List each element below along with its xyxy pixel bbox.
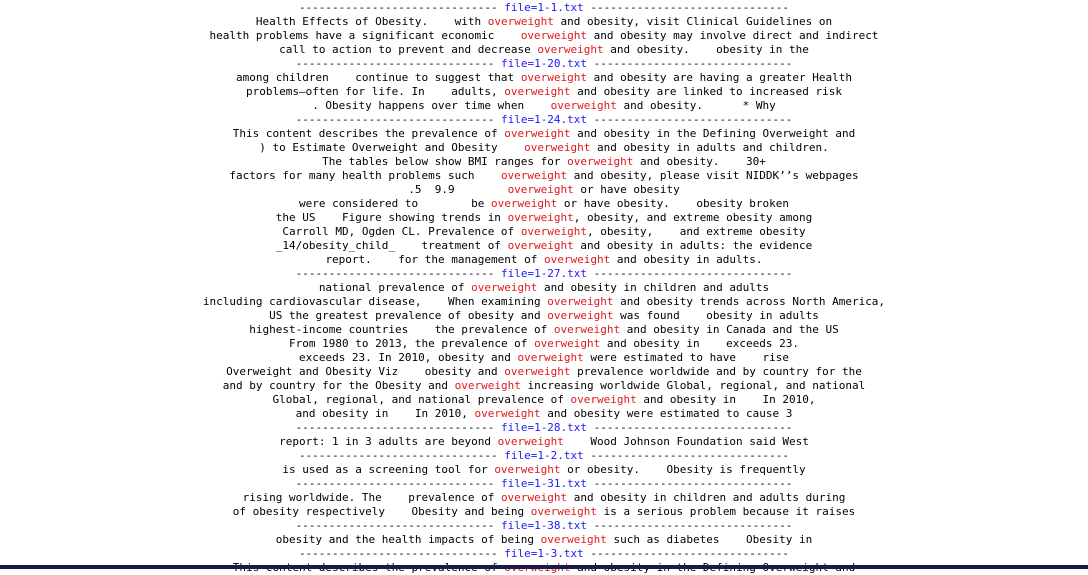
keyword-highlight: overweight [500,491,568,504]
context-line: problems—often for life. In adults, overweight and obesity are linked to increased risk [245,85,843,98]
context-line: among children continue to suggest that overweight and obesity are having a greater Health [236,71,852,84]
separator-dashes: ------------------------------ [587,519,793,532]
file-name-label: file=1-38.txt [500,519,588,532]
context-line: rising worldwide. The prevalence of overweight and obesity in children and adults during [242,491,846,504]
separator-dashes: ------------------------------ [587,421,793,434]
file-separator [0,449,1088,463]
file-name-label: file=1-24.txt [500,113,588,126]
context-line: is used as a screening tool for overweight or obesity. Obesity is frequently [282,463,806,476]
separator-dashes: ------------------------------ [298,1,505,14]
keyword-highlight: overweight [504,127,571,140]
context-line: factors for many health problems such overweight and obesity, please visit NIDDK’’s webpages [229,169,859,182]
file-name-label: file=1-28.txt [500,421,588,434]
keyword-highlight: overweight [504,85,571,98]
keyword-highlight: overweight [494,463,561,476]
keyword-highlight: overweight [504,365,571,378]
keyword-highlight: overweight [567,155,634,168]
separator-dashes: ------------------------------ [587,113,793,126]
keyword-highlight: overweight [507,183,574,196]
keyword-highlight: overweight [537,43,604,56]
window-bottom-border [0,565,1088,569]
context-line: and by country for the Obesity and overweight increasing worldwide Global, regional, and national [222,379,866,392]
search-results-text [0,1,1088,575]
context-line: This content describes the prevalence of overweight and obesity in the Defining Overweight and [232,127,856,140]
keyword-highlight: overweight [454,379,521,392]
context-line: ) to Estimate Overweight and Obesity overweight and obesity in adults and children. [259,141,829,154]
keyword-highlight: overweight [520,225,588,238]
separator-dashes: ------------------------------ [587,57,793,70]
keyword-highlight: overweight [547,309,614,322]
separator-dashes: ------------------------------ [298,449,505,462]
keyword-highlight: overweight [517,351,584,364]
file-separator [0,267,1088,281]
separator-dashes: ------------------------------ [295,421,501,434]
context-line: including cardiovascular disease, When examining overweight and obesity trends across North America, [202,295,886,308]
context-line: From 1980 to 2013, the prevalence of overweight and obesity in exceeds 23. [289,337,799,350]
keyword-highlight: overweight [570,393,637,406]
file-separator [0,477,1088,491]
separator-dashes: ------------------------------ [583,547,790,560]
file-name-label: file=1-27.txt [500,267,588,280]
context-line: exceeds 23. In 2010, obesity and overweight were estimated to have rise [298,351,790,364]
context-line: highest-income countries the prevalence of overweight and obesity in Canada and the US [249,323,839,336]
separator-dashes: ------------------------------ [295,267,501,280]
keyword-highlight: overweight [507,211,574,224]
context-line: .5 9.9 overweight or have obesity [408,183,680,196]
file-name-label: file=1-3.txt [504,547,584,560]
file-separator [0,519,1088,533]
separator-dashes: ------------------------------ [298,547,505,560]
separator-dashes: ------------------------------ [587,477,793,490]
file-separator [0,1,1088,15]
keyword-highlight: overweight [547,295,614,308]
context-line: report. for the management of overweight and obesity in adults. [325,253,763,266]
context-line: call to action to prevent and decrease overweight and obesity. obesity in the [279,43,809,56]
context-line: Global, regional, and national prevalence of overweight and obesity in In 2010, [272,393,816,406]
file-name-label: file=1-20.txt [500,57,588,70]
file-name-label: file=1-2.txt [504,449,584,462]
file-separator [0,547,1088,561]
keyword-highlight: overweight [540,533,607,546]
context-line: US the greatest prevalence of obesity and overweight was found obesity in adults [269,309,819,322]
keyword-highlight: overweight [520,71,588,84]
keyword-highlight: overweight [520,29,588,42]
keyword-highlight: overweight [500,169,568,182]
context-line: of obesity respectively Obesity and being overweight is a serious problem because it raises [232,505,856,518]
context-line: Overweight and Obesity Viz obesity and overweight prevalence worldwide and by country for the [226,365,862,378]
context-line: obesity and the health impacts of being overweight such as diabetes Obesity in [275,533,813,546]
separator-dashes: ------------------------------ [587,267,793,280]
keyword-highlight: overweight [550,99,617,112]
context-line: _14/obesity_child_ treatment of overweight and obesity in adults: the evidence [275,239,813,252]
keyword-highlight: overweight [534,337,601,350]
keyword-highlight: overweight [543,253,611,266]
keyword-highlight: overweight [474,407,541,420]
context-line: health problems have a significant economic overweight and obesity may involve direct and indirect [209,29,879,42]
context-line: Health Effects of Obesity. with overweight and obesity, visit Clinical Guidelines on [255,15,833,28]
keyword-highlight: overweight [471,281,538,294]
file-name-label: file=1-31.txt [500,477,588,490]
keyword-highlight: overweight [491,197,558,210]
context-line: . Obesity happens over time when overweight and obesity. * Why [312,99,776,112]
separator-dashes: ------------------------------ [295,113,501,126]
keyword-highlight: overweight [530,505,597,518]
keyword-highlight: overweight [507,239,574,252]
separator-dashes: ------------------------------ [295,477,501,490]
context-line: national prevalence of overweight and obesity in children and adults [318,281,770,294]
context-line: the US Figure showing trends in overweight, obesity, and extreme obesity among [275,211,813,224]
separator-dashes: ------------------------------ [295,519,501,532]
separator-dashes: ------------------------------ [295,57,501,70]
file-separator [0,57,1088,71]
file-name-label: file=1-1.txt [504,1,584,14]
keyword-highlight: overweight [497,435,564,448]
file-separator [0,421,1088,435]
context-line: Carroll MD, Ogden CL. Prevalence of overweight, obesity, and extreme obesity [282,225,806,238]
context-line: and obesity in In 2010, overweight and obesity were estimated to cause 3 [295,407,793,420]
separator-dashes: ------------------------------ [583,449,790,462]
keyword-highlight: overweight [524,141,591,154]
context-line: The tables below show BMI ranges for overweight and obesity. 30+ [322,155,766,168]
file-separator [0,113,1088,127]
context-line: report: 1 in 3 adults are beyond overweight Wood Johnson Foundation said West [279,435,809,448]
separator-dashes: ------------------------------ [583,1,790,14]
keyword-highlight: overweight [553,323,621,336]
keyword-highlight: overweight [487,15,554,28]
context-line: were considered to be overweight or have obesity. obesity broken [298,197,790,210]
